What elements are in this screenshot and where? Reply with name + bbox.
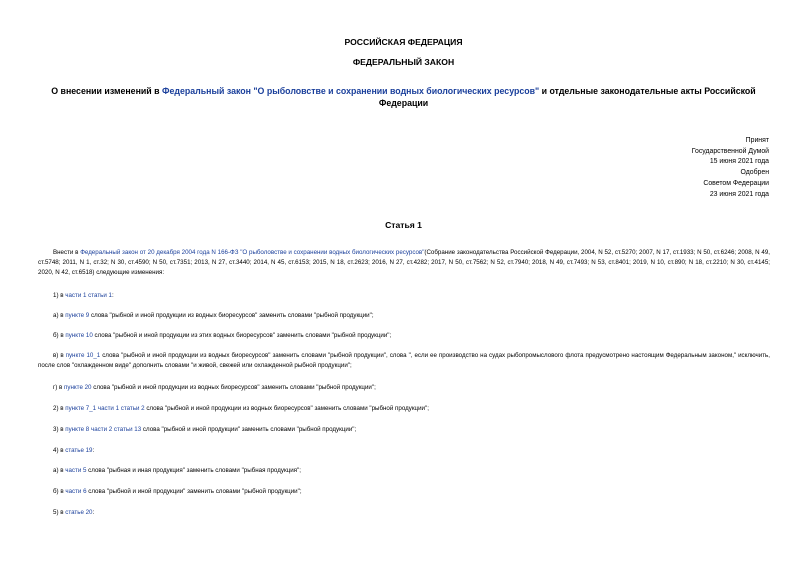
intro-pre: Внести в <box>53 249 81 256</box>
item-5 <box>38 508 770 518</box>
item-1v-post: слова "рыбной и иной продукции из водных биоресурсов" заменить словами "рыбной продукции", слова ", если ее производство на судах рыбопромыслового флота предусмотрено настоящим Федеральным законом," исключить, после слов "охлажденном виде" дополнить словами "и живой, свежей или охлажденной рыбной продукции"; <box>38 352 771 369</box>
item-1g <box>38 383 770 393</box>
adoption-line-2: Государственной Думой <box>691 147 769 155</box>
approval-line-2: Советом Федерации <box>703 179 769 187</box>
item-5-post: : <box>92 509 95 516</box>
item-1-link[interactable]: части 1 статьи 1 <box>65 292 112 299</box>
law-title-link[interactable]: Федеральный закон "О рыболовстве и сохранении водных биологических ресурсов" <box>162 86 540 96</box>
item-3-pre: 3) в <box>53 426 66 433</box>
item-1-pre: 1) в <box>53 292 66 299</box>
item-2-link[interactable]: пункте 7_1 части 1 статьи 2 <box>65 405 145 412</box>
item-1a-post: слова "рыбной и иной продукции из водных биоресурсов" заменить словами "рыбной продукции"; <box>89 312 374 319</box>
item-1g-pre: г) в <box>53 384 65 391</box>
law-title-post: и отдельные законодательные акты Российской Федерации <box>378 86 756 108</box>
item-1b <box>38 331 770 341</box>
country-heading: РОССИЙСКАЯ ФЕДЕРАЦИЯ <box>344 37 463 47</box>
article-heading: Статья 1 <box>385 220 422 230</box>
item-1a-pre: а) в <box>53 312 66 319</box>
item-4b <box>38 487 770 497</box>
item-4a <box>38 466 770 476</box>
adoption-info <box>692 136 769 200</box>
adoption-line-1: Принят <box>745 137 769 144</box>
item-4-link[interactable]: статье 19 <box>65 447 93 454</box>
item-1v <box>38 351 770 371</box>
item-4-post: : <box>92 447 95 454</box>
item-4 <box>38 446 770 456</box>
item-1 <box>38 291 770 301</box>
adoption-line-3: 15 июня 2021 года <box>709 158 769 166</box>
approval-line-1: Одобрен <box>740 169 769 177</box>
item-1b-link[interactable]: пункте 10 <box>65 332 93 339</box>
item-2-pre: 2) в <box>53 405 66 412</box>
item-1v-pre: в) в <box>53 352 66 359</box>
intro-law-name-link[interactable]: от 20 декабря 2004 года N 166-ФЗ "О рыболовстве и сохранении водных биологических ресурсов" <box>137 249 425 256</box>
item-4-pre: 4) в <box>53 447 66 454</box>
item-1b-pre: б) в <box>53 332 66 339</box>
item-2-post: слова "рыбной и иной продукции из водных биоресурсов" заменить словами "рыбной продукции"; <box>144 405 429 412</box>
item-1-post: : <box>112 292 114 299</box>
item-4b-link[interactable]: части 6 <box>65 488 87 495</box>
intro-paragraph <box>38 248 770 278</box>
item-1g-link[interactable]: пункте 20 <box>64 384 92 391</box>
item-4b-pre: б) в <box>53 488 66 495</box>
item-3-link-1[interactable]: пункте 8 <box>65 426 90 433</box>
item-1b-post: слова "рыбной и иной продукции из этих водных биоресурсов" заменить словами "рыбной продукции"; <box>92 332 392 339</box>
item-3-post: слова "рыбной и иной продукции" заменить словами "рыбной продукции"; <box>141 426 357 433</box>
doc-type-heading: ФЕДЕРАЛЬНЫЙ ЗАКОН <box>352 57 455 67</box>
item-5-pre: 5) в <box>53 509 66 516</box>
item-2 <box>38 404 770 414</box>
item-4b-post: слова "рыбной и иной продукции" заменить словами "рыбной продукции"; <box>86 488 302 495</box>
item-3 <box>38 425 770 435</box>
law-title <box>40 85 767 109</box>
item-5-link[interactable]: статье 20 <box>65 509 93 516</box>
law-title-pre: О внесении изменений в <box>51 86 162 96</box>
item-1v-link[interactable]: пункте 10_1 <box>65 352 101 359</box>
item-4a-post: слова "рыбная и иная продукция" заменить словами "рыбная продукция"; <box>86 467 301 474</box>
item-3-link-2[interactable]: части 2 статьи 13 <box>90 426 142 433</box>
intro-post: (Собрание законодательства Российской Федерации, 2004, N 52, ст.5270; 2007, N 17, ст.1933; N 50, ст.6246; 2008, N 49, ст.5748; 2011, N 1, ст.32; N 30, ст.4590; N 50, ст.7351; 2013, N 27, ст.3440; 2014, N 45, ст.6153; 2015, N 18, ст.2623; 2016, N 27, ст.4282; 2017, N 50, ст.7562; N 52, ст.7940; 2018, N 49, ст.7493; N 53, ст.8401; 2019, N 10, ст.890; N 18, ст.2210; N 30, ст.4145; 2020, N 42, ст.6518) следующие изменения: <box>38 249 770 276</box>
approval-line-3: 23 июня 2021 года <box>709 190 769 198</box>
item-4a-link[interactable]: части 5 <box>65 467 87 474</box>
item-1g-post: слова "рыбной и иной продукции из водных биоресурсов" заменить словами "рыбной продукции"; <box>91 384 376 391</box>
item-4a-pre: а) в <box>53 467 66 474</box>
item-1a-link[interactable]: пункте 9 <box>65 312 90 319</box>
item-1a <box>38 311 770 321</box>
intro-law-link[interactable]: Федеральный закон <box>80 249 138 256</box>
